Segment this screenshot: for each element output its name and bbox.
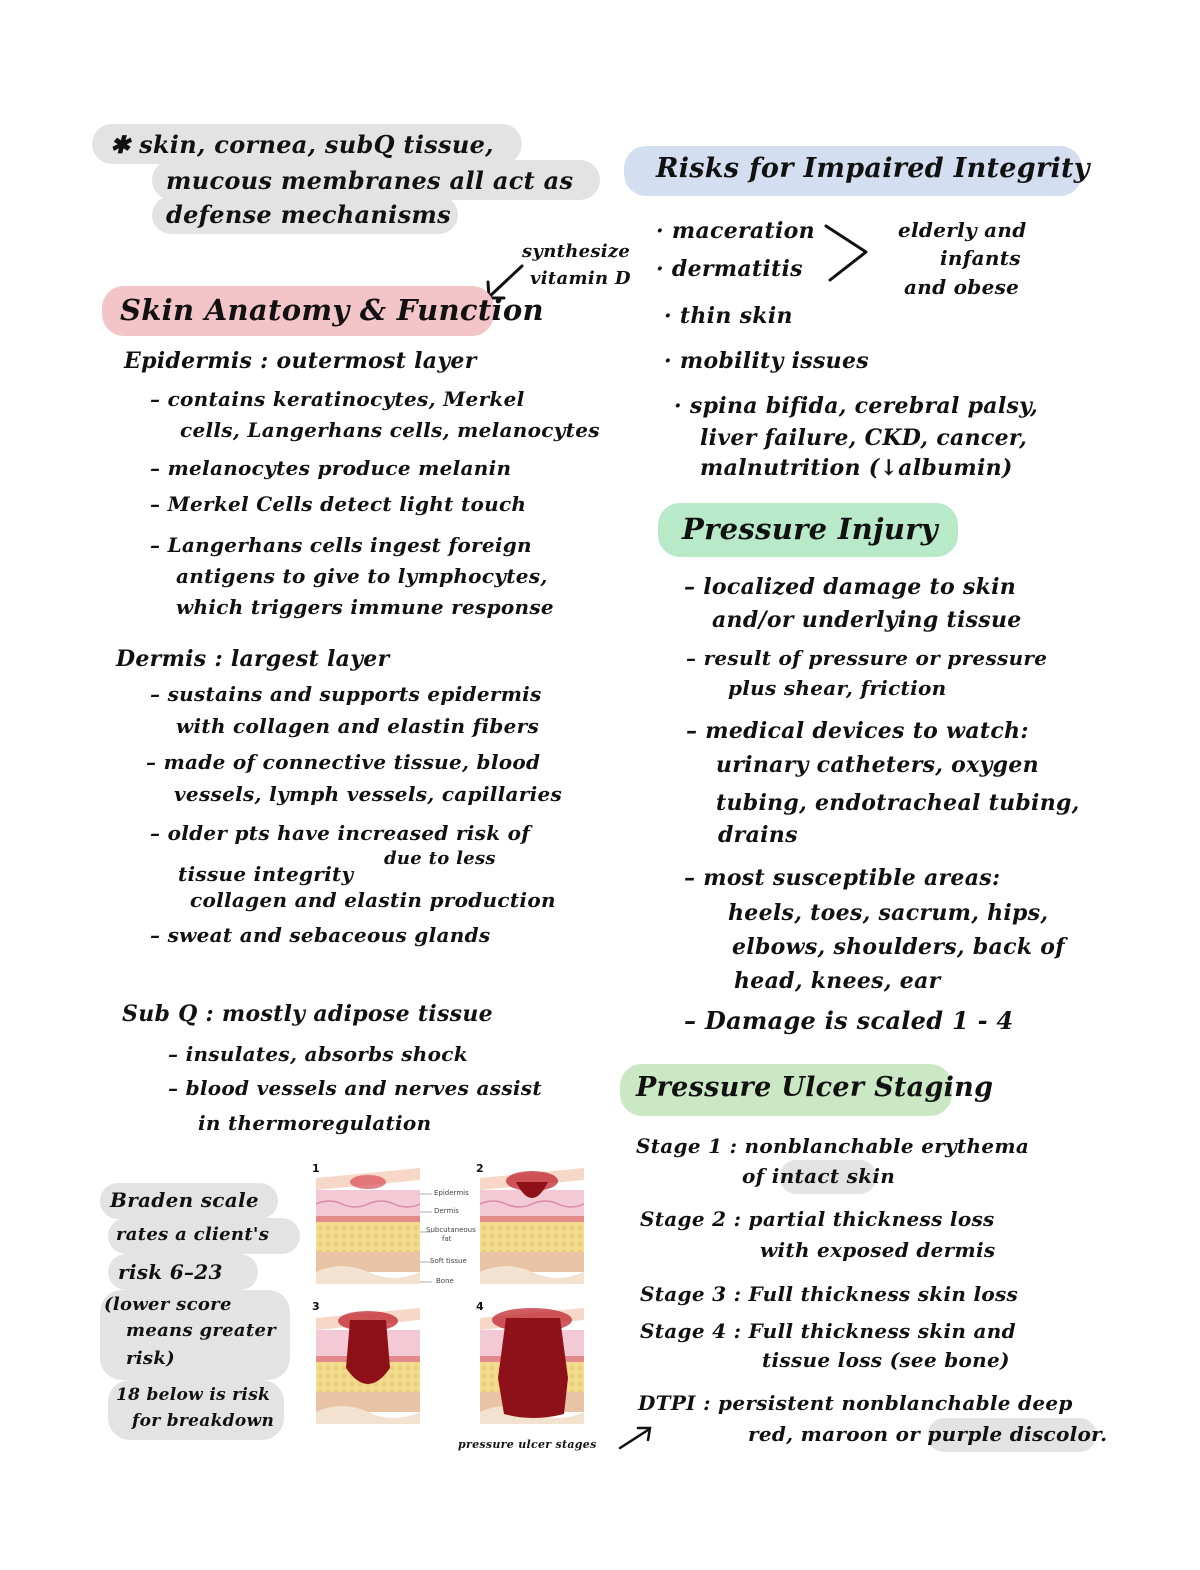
pressure-line-11: elbows, shoulders, back of [732, 934, 1066, 960]
pressure-ulcer-stages-figure [308, 1160, 597, 1451]
epidermis-line-1: – contains keratinocytes, Merkel [150, 387, 525, 411]
figure-caption: pressure ulcer stages [458, 1438, 597, 1451]
arrow-up-right-icon [616, 1424, 656, 1452]
braden-line-8: for breakdown [132, 1411, 275, 1431]
layer-label-subcutaneous: Subcutaneous [426, 1226, 476, 1234]
risk-item-maceration: · maceration [656, 218, 815, 244]
layer-label-epidermis: Epidermis [434, 1189, 469, 1197]
pressure-line-6: urinary catheters, oxygen [716, 752, 1039, 778]
pressure-line-1: – localized damage to skin [684, 574, 1017, 600]
subq-line-2: – blood vessels and nerves assist [168, 1076, 542, 1100]
layer-label-dermis: Dermis [434, 1207, 459, 1215]
pressure-line-13: – Damage is scaled 1 - 4 [684, 1006, 1014, 1035]
subq-line-3: in thermoregulation [198, 1111, 432, 1135]
staging-line-7: tissue loss (see bone) [762, 1348, 1010, 1372]
braden-line-4: (lower score [104, 1294, 232, 1315]
braden-line-7: 18 below is risk [116, 1385, 271, 1405]
braden-line-3: risk 6–23 [118, 1260, 223, 1284]
subq-title: Sub Q : mostly adipose tissue [122, 1001, 493, 1027]
staging-line-3: Stage 2 : partial thickness loss [640, 1207, 995, 1231]
dermis-line-8: – sweat and sebaceous glands [150, 923, 491, 947]
defense-line-3: defense mechanisms [166, 200, 451, 229]
dermis-line-3: – made of connective tissue, blood [146, 750, 541, 774]
staging-line-6: Stage 4 : Full thickness skin and [640, 1319, 1016, 1343]
epidermis-line-2: cells, Langerhans cells, melanocytes [180, 418, 600, 442]
vitamin-note-line-1: synthesize [522, 241, 631, 262]
pressure-line-2: and/or underlying tissue [712, 607, 1022, 633]
risk-item-mobility: · mobility issues [664, 348, 869, 374]
subq-line-1: – insulates, absorbs shock [168, 1042, 468, 1066]
dermis-line-6: tissue integrity [178, 862, 354, 886]
risk-item-dermatitis: · dermatitis [656, 256, 803, 282]
risk-note-line-3: and obese [904, 275, 1020, 299]
brace-right-icon [822, 222, 874, 284]
pressure-line-7: tubing, endotracheal tubing, [716, 790, 1080, 816]
staging-line-1: Stage 1 : nonblanchable erythema [636, 1134, 1030, 1158]
epidermis-line-7: which triggers immune response [176, 595, 554, 619]
panel-number-2: 2 [476, 1162, 484, 1175]
defense-line-2: mucous membranes all act as [166, 166, 574, 195]
risk-item-conditions-2: liver failure, CKD, cancer, [700, 425, 1028, 451]
layer-label-bone: Bone [436, 1277, 454, 1285]
layer-label-fat: fat [442, 1235, 452, 1243]
epidermis-line-3: – melanocytes produce melanin [150, 456, 512, 480]
pressure-line-9: – most susceptible areas: [684, 865, 1001, 891]
pressure-line-10: heels, toes, sacrum, hips, [728, 900, 1049, 926]
braden-line-5: means greater [126, 1320, 276, 1341]
risk-item-thin-skin: · thin skin [664, 303, 793, 329]
dermis-line-7: collagen and elastin production [190, 888, 556, 912]
pressure-line-4: plus shear, friction [728, 676, 947, 700]
defense-line-1: ✱ skin, cornea, subQ tissue, [110, 130, 494, 159]
vitamin-note-line-2: vitamin D [530, 268, 631, 289]
staging-line-2: of intact skin [742, 1164, 896, 1188]
risk-item-conditions-1: · spina bifida, cerebral palsy, [674, 393, 1039, 419]
pressure-line-12: head, knees, ear [734, 968, 941, 994]
panel-number-3: 3 [312, 1300, 320, 1313]
epidermis-line-6: antigens to give to lymphocytes, [176, 564, 548, 588]
layer-label-soft-tissue: Soft tissue [430, 1257, 467, 1265]
epidermis-title: Epidermis : outermost layer [124, 348, 477, 374]
panel-number-1: 1 [312, 1162, 320, 1175]
pressure-line-8: drains [718, 822, 798, 848]
epidermis-line-4: – Merkel Cells detect light touch [150, 492, 527, 516]
dermis-line-5: – older pts have increased risk of [150, 821, 531, 845]
dermis-title: Dermis : largest layer [116, 646, 390, 672]
staging-line-8: DTPI : persistent nonblanchable deep [638, 1391, 1073, 1415]
skin-heading: Skin Anatomy & Function [120, 293, 544, 327]
braden-line-6: risk) [126, 1348, 175, 1369]
braden-line-2: rates a client's [116, 1224, 270, 1245]
dermis-line-4: vessels, lymph vessels, capillaries [174, 782, 563, 806]
risk-item-conditions-3: malnutrition (↓albumin) [700, 455, 1013, 481]
dermis-line-1: – sustains and supports epidermis [150, 682, 542, 706]
panel-number-4: 4 [476, 1300, 484, 1313]
staging-heading: Pressure Ulcer Staging [636, 1072, 994, 1103]
staging-line-9: red, maroon or purple discolor. [748, 1422, 1108, 1446]
staging-line-5: Stage 3 : Full thickness skin loss [640, 1282, 1019, 1306]
risk-note-line-1: elderly and [898, 218, 1027, 242]
dermis-line-6-sup: due to less [384, 848, 496, 869]
risk-note-line-2: infants [940, 246, 1021, 270]
pressure-line-5: – medical devices to watch: [686, 718, 1029, 744]
staging-line-4: with exposed dermis [760, 1238, 996, 1262]
dermis-line-2: with collagen and elastin fibers [176, 714, 540, 738]
pressure-heading: Pressure Injury [682, 512, 938, 546]
risks-heading: Risks for Impaired Integrity [656, 153, 1090, 184]
braden-line-1: Braden scale [110, 1188, 259, 1212]
epidermis-line-5: – Langerhans cells ingest foreign [150, 533, 532, 557]
pressure-line-3: – result of pressure or pressure [686, 646, 1048, 670]
